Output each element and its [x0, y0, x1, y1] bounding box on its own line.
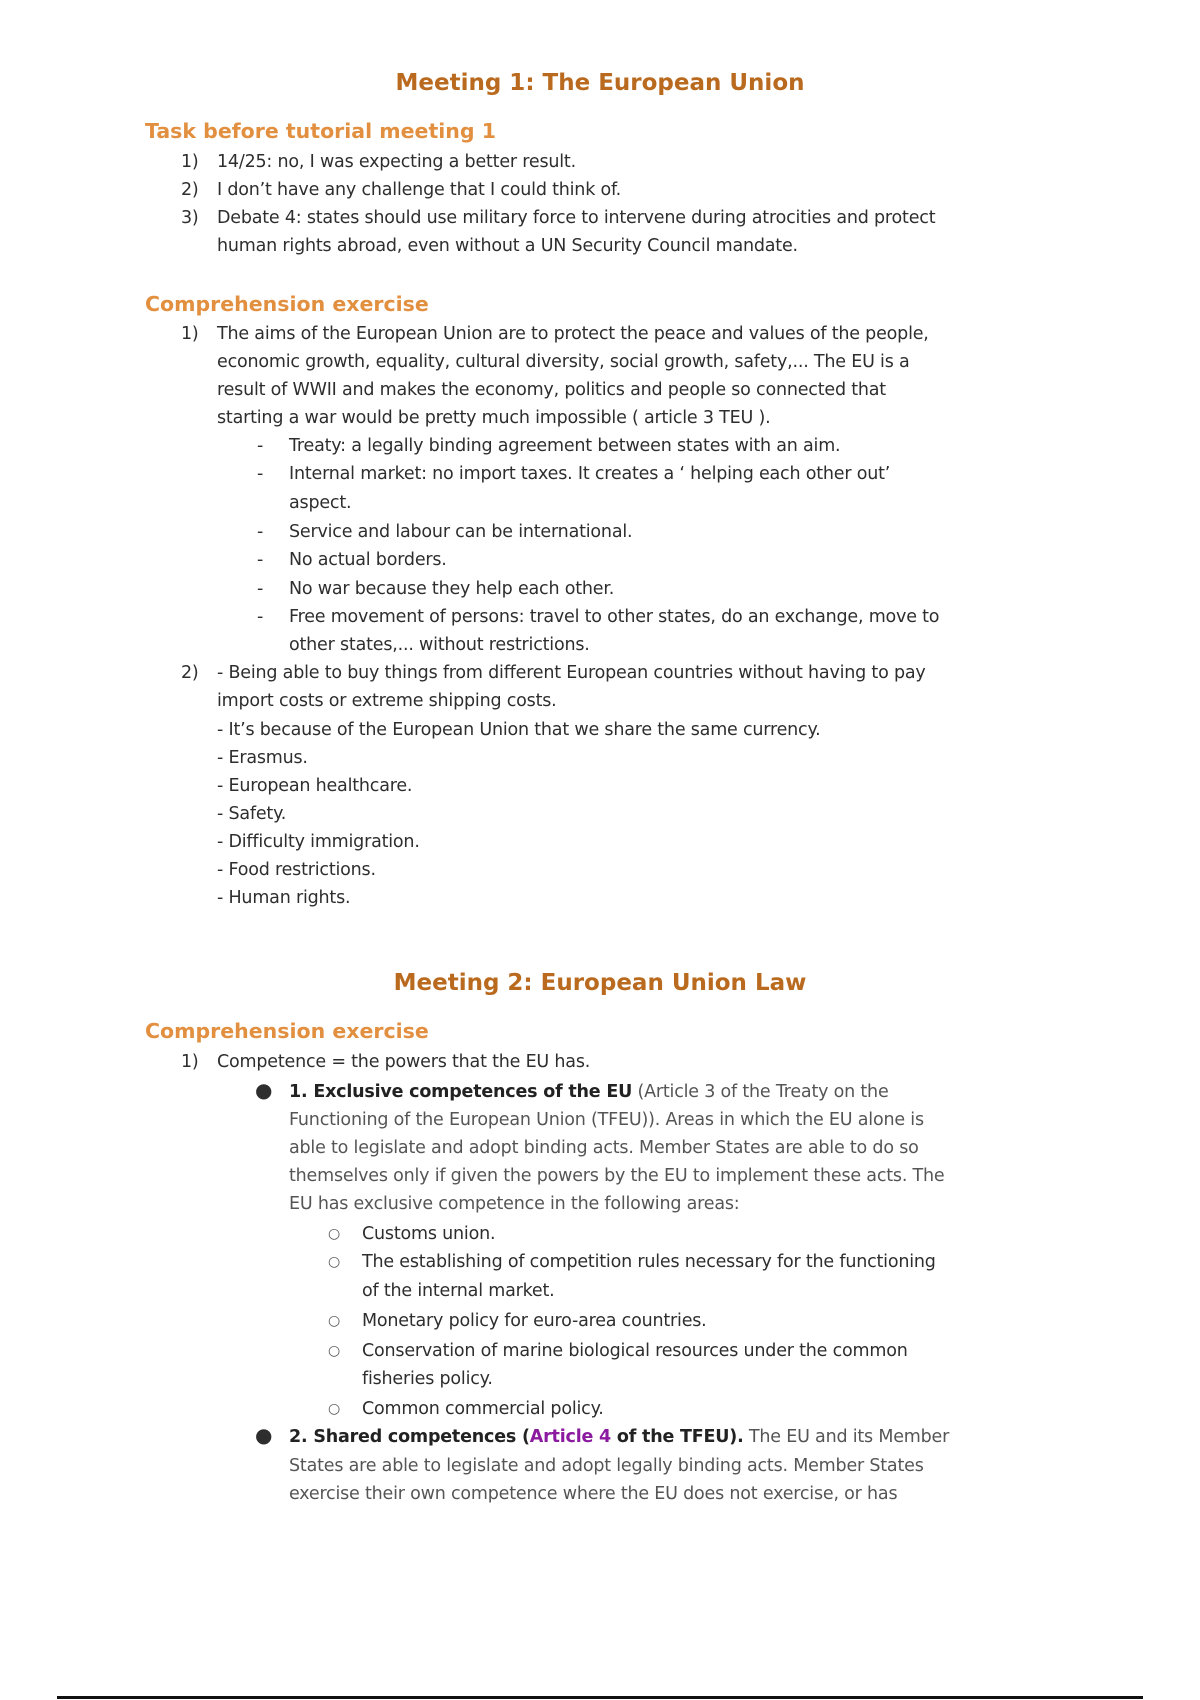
answer-line: Competence = the powers that the EU has.: [217, 1052, 591, 1072]
circle-bullet-icon: ○: [328, 1313, 341, 1329]
answer-line: - Difficulty immigration.: [217, 832, 420, 852]
answer-line: import costs or extreme shipping costs.: [217, 691, 557, 711]
task-heading: Task before tutorial meeting 1: [145, 119, 496, 143]
bullet-icon: ●: [255, 1423, 273, 1447]
bullet-line: Functioning of the European Union (TFEU)). Areas in which the EU alone is: [289, 1110, 924, 1130]
list-number: 2): [181, 663, 199, 683]
dash-item: No war because they help each other.: [289, 579, 615, 599]
comprehension-heading: Comprehension exercise: [145, 1019, 429, 1043]
answer-line: - Human rights.: [217, 888, 351, 908]
answer-line: - Food restrictions.: [217, 860, 376, 880]
answer-line: - It’s because of the European Union that we share the same currency.: [217, 720, 821, 740]
sub-bullet-item: Common commercial policy.: [362, 1399, 604, 1419]
dash-item: Internal market: no import taxes. It creates a ‘ helping each other out’: [289, 464, 891, 484]
answer-line: economic growth, equality, cultural diversity, social growth, safety,... The EU is a: [217, 352, 910, 372]
article-link[interactable]: Article 4: [529, 1427, 612, 1447]
dash-marker: -: [257, 522, 264, 542]
answer-line: The aims of the European Union are to protect the peace and values of the people,: [217, 324, 929, 344]
list-number: 1): [181, 324, 199, 344]
bullet-line: able to legislate and adopt binding acts. Member States are able to do so: [289, 1138, 919, 1158]
answer-line: starting a war would be pretty much impossible ( article 3 TEU ).: [217, 408, 771, 428]
circle-bullet-icon: ○: [328, 1401, 341, 1417]
dash-marker: -: [257, 436, 264, 456]
bullet-bold: 1. Exclusive competences of the EU: [289, 1082, 633, 1102]
bullet-bold: 2. Shared competences (: [289, 1427, 530, 1447]
page-bottom-divider: [57, 1696, 1143, 1699]
list-number: 3): [181, 208, 199, 228]
bullet-line: EU has exclusive competence in the following areas:: [289, 1194, 740, 1214]
list-item: 14/25: no, I was expecting a better result.: [217, 152, 576, 172]
list-item: I don’t have any challenge that I could think of.: [217, 180, 622, 200]
bullet-item: [289, 1425, 949, 1449]
list-number: 1): [181, 152, 199, 172]
bullet-bold: of the TFEU).: [611, 1427, 744, 1447]
bullet-text: (Article 3 of the Treaty on the: [632, 1082, 889, 1102]
dash-item: Service and labour can be international.: [289, 522, 633, 542]
dash-item: No actual borders.: [289, 550, 447, 570]
list-number: 1): [181, 1052, 199, 1072]
bullet-icon: ●: [255, 1078, 273, 1102]
dash-item: Free movement of persons: travel to other states, do an exchange, move to: [289, 607, 940, 627]
bullet-line: themselves only if given the powers by the EU to implement these acts. The: [289, 1166, 945, 1186]
answer-line: - European healthcare.: [217, 776, 413, 796]
dash-item-cont: aspect.: [289, 493, 352, 513]
sub-bullet-cont: fisheries policy.: [362, 1369, 493, 1389]
comprehension-heading: Comprehension exercise: [145, 292, 429, 316]
bullet-line: exercise their own competence where the EU does not exercise, or has: [289, 1484, 898, 1504]
list-number: 2): [181, 180, 199, 200]
bullet-line: States are able to legislate and adopt legally binding acts. Member States: [289, 1456, 924, 1476]
bullet-item: [289, 1080, 889, 1104]
circle-bullet-icon: ○: [328, 1254, 341, 1270]
bullet-text: The EU and its Member: [743, 1427, 950, 1447]
sub-bullet-item: Conservation of marine biological resources under the common: [362, 1341, 908, 1361]
sub-bullet-item: Customs union.: [362, 1224, 496, 1244]
answer-line: - Being able to buy things from different European countries without having to pay: [217, 663, 926, 683]
dash-marker: -: [257, 607, 264, 627]
list-item-cont: human rights abroad, even without a UN Security Council mandate.: [217, 236, 798, 256]
sub-bullet-item: Monetary policy for euro-area countries.: [362, 1311, 707, 1331]
circle-bullet-icon: ○: [328, 1343, 341, 1359]
dash-marker: -: [257, 579, 264, 599]
meeting1-title: Meeting 1: The European Union: [395, 70, 805, 96]
dash-marker: -: [257, 464, 264, 484]
meeting2-title: Meeting 2: European Union Law: [393, 970, 807, 996]
list-item: Debate 4: states should use military force to intervene during atrocities and protect: [217, 208, 936, 228]
sub-bullet-cont: of the internal market.: [362, 1281, 555, 1301]
dash-item: Treaty: a legally binding agreement between states with an aim.: [289, 436, 841, 456]
dash-item-cont: other states,... without restrictions.: [289, 635, 590, 655]
circle-bullet-icon: ○: [328, 1226, 341, 1242]
answer-line: result of WWII and makes the economy, politics and people so connected that: [217, 380, 886, 400]
sub-bullet-item: The establishing of competition rules necessary for the functioning: [362, 1252, 936, 1272]
dash-marker: -: [257, 550, 264, 570]
answer-line: - Erasmus.: [217, 748, 308, 768]
answer-line: - Safety.: [217, 804, 287, 824]
